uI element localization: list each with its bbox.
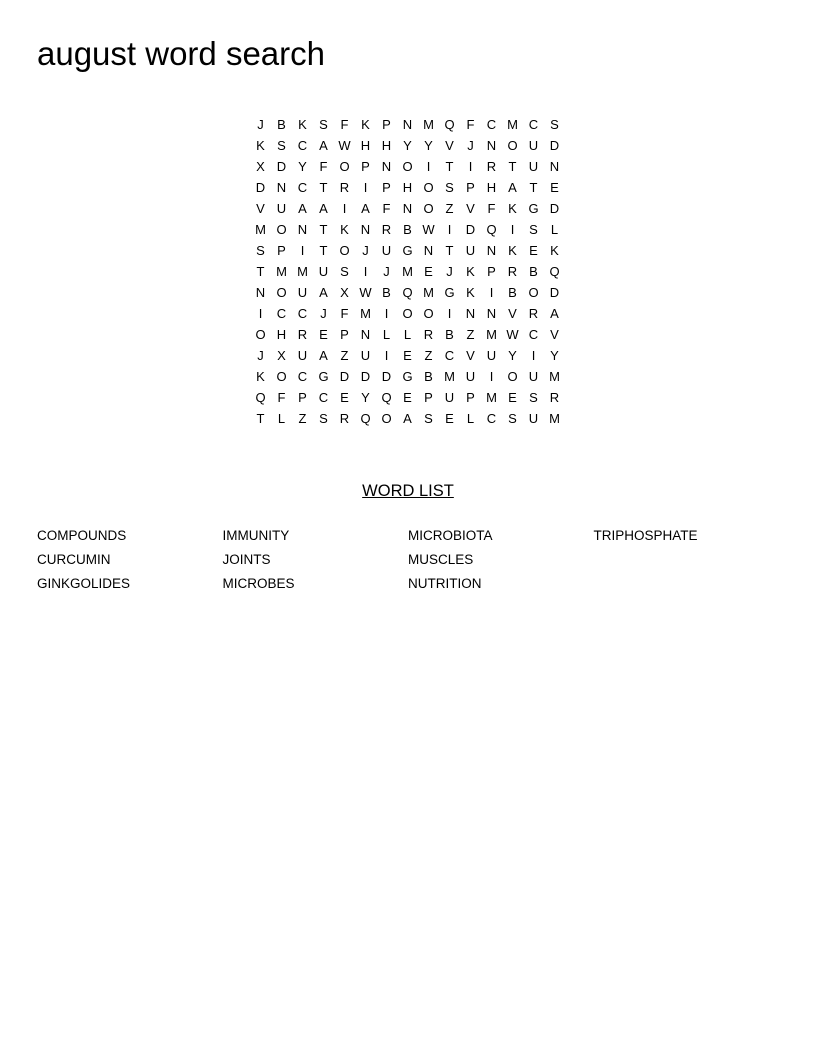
grid-letter: P — [361, 159, 370, 174]
grid-letter: Q — [402, 285, 413, 300]
grid-letter: N — [297, 222, 308, 237]
grid-letter: N — [255, 285, 266, 300]
grid-row — [250, 261, 565, 282]
word-list-item: MICROBES — [222, 576, 295, 591]
grid-letter: D — [465, 222, 476, 237]
grid-letter: Y — [361, 390, 370, 405]
grid-letter: N — [402, 117, 413, 132]
grid-letter: Q — [549, 264, 560, 279]
grid-letter: Q — [486, 222, 497, 237]
grid-letter: E — [340, 390, 349, 405]
grid-letter: G — [402, 369, 413, 384]
grid-letter: N — [381, 159, 392, 174]
grid-letter: N — [276, 180, 287, 195]
grid-letter: C — [297, 306, 308, 321]
grid-row — [250, 408, 565, 429]
grid-letter: S — [319, 411, 328, 426]
grid-letter: G — [444, 285, 455, 300]
grid-letter: U — [528, 138, 539, 153]
grid-row — [250, 114, 565, 135]
grid-letter: I — [426, 159, 431, 174]
grid-letter: I — [363, 180, 368, 195]
grid-letter: A — [508, 180, 517, 195]
grid-letter: K — [361, 117, 370, 132]
grid-letter: G — [402, 243, 413, 258]
grid-letter: S — [277, 138, 286, 153]
grid-letter: K — [550, 243, 559, 258]
grid-letter: T — [319, 180, 328, 195]
grid-letter: O — [423, 201, 434, 216]
grid-letter: O — [423, 306, 434, 321]
grid-letter: N — [402, 201, 413, 216]
grid-letter: K — [508, 201, 517, 216]
grid-letter: A — [319, 201, 328, 216]
grid-letter: R — [297, 327, 308, 342]
grid-letter: U — [465, 243, 476, 258]
grid-letter: U — [381, 243, 392, 258]
grid-letter: P — [340, 327, 349, 342]
grid-letter: U — [528, 411, 539, 426]
grid-letter: M — [486, 327, 497, 342]
grid-letter: D — [549, 201, 560, 216]
grid-letter: R — [486, 159, 497, 174]
grid-letter: C — [528, 117, 539, 132]
grid-letter: H — [360, 138, 371, 153]
grid-letter: U — [318, 264, 329, 279]
grid-letter: B — [445, 327, 454, 342]
grid-letter: M — [423, 285, 434, 300]
grid-letter: T — [445, 159, 454, 174]
grid-letter: D — [276, 159, 287, 174]
grid-letter: I — [447, 222, 452, 237]
grid-letter: T — [529, 180, 538, 195]
grid-row — [250, 324, 565, 345]
grid-letter: U — [486, 348, 497, 363]
grid-letter: T — [256, 264, 265, 279]
grid-letter: R — [507, 264, 518, 279]
grid-letter: O — [402, 159, 413, 174]
grid-letter: R — [423, 327, 434, 342]
grid-letter: W — [506, 327, 519, 342]
grid-letter: N — [360, 327, 371, 342]
grid-letter: I — [384, 306, 389, 321]
grid-row — [250, 198, 565, 219]
grid-letter: X — [340, 285, 349, 300]
grid-letter: K — [466, 264, 475, 279]
grid-letter: O — [528, 285, 539, 300]
grid-letter: M — [360, 306, 371, 321]
grid-letter: N — [486, 306, 497, 321]
grid-letter: I — [342, 201, 347, 216]
grid-letter: Q — [255, 390, 266, 405]
grid-letter: D — [549, 285, 560, 300]
grid-letter: F — [340, 117, 349, 132]
grid-letter: C — [486, 411, 497, 426]
grid-letter: U — [297, 285, 308, 300]
grid-letter: S — [529, 390, 538, 405]
grid-letter: Q — [444, 117, 455, 132]
grid-letter: U — [528, 159, 539, 174]
word-list-item: IMMUNITY — [222, 528, 290, 543]
word-list-item: JOINTS — [222, 552, 271, 567]
grid-letter: E — [529, 243, 538, 258]
grid-letter: J — [320, 306, 327, 321]
grid-letter: Y — [508, 348, 517, 363]
grid-letter: J — [362, 243, 369, 258]
grid-letter: R — [549, 390, 560, 405]
grid-letter: S — [319, 117, 328, 132]
grid-letter: S — [529, 222, 538, 237]
grid-letter: I — [489, 285, 494, 300]
grid-letter: F — [277, 390, 286, 405]
grid-letter: R — [381, 222, 392, 237]
grid-letter: I — [363, 264, 368, 279]
grid-letter: C — [297, 180, 308, 195]
grid-letter: I — [300, 243, 305, 258]
grid-letter: E — [319, 327, 328, 342]
grid-letter: Y — [298, 159, 307, 174]
grid-letter: N — [423, 243, 434, 258]
grid-letter: B — [508, 285, 517, 300]
grid-letter: B — [529, 264, 538, 279]
grid-letter: E — [403, 390, 412, 405]
grid-letter: T — [319, 222, 328, 237]
grid-letter: Q — [360, 411, 371, 426]
grid-letter: P — [487, 264, 496, 279]
grid-letter: X — [256, 159, 265, 174]
grid-letter: M — [549, 411, 560, 426]
grid-row — [250, 345, 565, 366]
word-list-item: MUSCLES — [408, 552, 474, 567]
grid-letter: O — [507, 138, 518, 153]
grid-letter: Z — [340, 348, 349, 363]
grid-letter: M — [276, 264, 287, 279]
grid-letter: C — [444, 348, 455, 363]
grid-letter: S — [340, 264, 349, 279]
word-list-item: TRIPHOSPHATE — [593, 528, 698, 543]
grid-letter: P — [424, 390, 433, 405]
word-list-item: COMPOUNDS — [37, 528, 127, 543]
grid-letter: K — [256, 138, 265, 153]
grid-letter: C — [486, 117, 497, 132]
grid-letter: O — [339, 159, 350, 174]
grid-letter: Q — [381, 390, 392, 405]
grid-letter: E — [424, 264, 433, 279]
grid-letter: E — [508, 390, 517, 405]
grid-letter: B — [277, 117, 286, 132]
grid-letter: K — [298, 117, 307, 132]
grid-row — [250, 135, 565, 156]
grid-letter: U — [276, 201, 287, 216]
word-list-heading: WORD LIST — [362, 482, 454, 500]
grid-letter: L — [382, 327, 391, 342]
word-list — [37, 524, 779, 596]
grid-letter: J — [467, 138, 474, 153]
word-list-item: GINKGOLIDES — [37, 576, 131, 591]
letter-grid — [250, 114, 565, 429]
grid-row — [250, 303, 565, 324]
grid-letter: N — [465, 306, 476, 321]
grid-letter: M — [297, 264, 308, 279]
grid-row — [250, 177, 565, 198]
grid-letter: I — [384, 348, 389, 363]
grid-letter: O — [276, 222, 287, 237]
grid-letter: K — [508, 243, 517, 258]
grid-letter: F — [466, 117, 475, 132]
grid-letter: L — [277, 411, 286, 426]
grid-letter: N — [486, 138, 497, 153]
grid-letter: A — [361, 201, 370, 216]
grid-letter: G — [528, 201, 539, 216]
grid-letter: M — [507, 117, 518, 132]
grid-letter: L — [466, 411, 475, 426]
grid-letter: Y — [550, 348, 559, 363]
grid-letter: B — [403, 222, 412, 237]
grid-letter: T — [256, 411, 265, 426]
grid-letter: P — [277, 243, 286, 258]
word-list-item: MICROBIOTA — [408, 528, 493, 543]
grid-row — [250, 282, 565, 303]
grid-letter: O — [381, 411, 392, 426]
grid-letter: D — [255, 180, 266, 195]
grid-letter: V — [466, 201, 475, 216]
grid-letter: N — [360, 222, 371, 237]
grid-letter: U — [360, 348, 371, 363]
grid-letter: T — [319, 243, 328, 258]
grid-letter: E — [403, 348, 412, 363]
grid-letter: S — [445, 180, 454, 195]
grid-letter: I — [447, 306, 452, 321]
grid-letter: D — [339, 369, 350, 384]
grid-letter: O — [423, 180, 434, 195]
grid-letter: Z — [466, 327, 475, 342]
grid-letter: L — [550, 222, 559, 237]
grid-letter: J — [257, 348, 264, 363]
grid-letter: A — [319, 138, 328, 153]
grid-letter: K — [466, 285, 475, 300]
grid-letter: Z — [445, 201, 454, 216]
grid-letter: L — [403, 327, 412, 342]
grid-letter: A — [403, 411, 412, 426]
grid-letter: P — [382, 180, 391, 195]
grid-letter: I — [489, 369, 494, 384]
grid-letter: C — [297, 369, 308, 384]
grid-row — [250, 219, 565, 240]
grid-letter: C — [318, 390, 329, 405]
grid-letter: F — [340, 306, 349, 321]
grid-letter: B — [424, 369, 433, 384]
word-list-item: NUTRITION — [408, 576, 482, 591]
page-title: august word search — [37, 35, 325, 72]
grid-letter: R — [339, 411, 350, 426]
grid-letter: O — [507, 369, 518, 384]
grid-letter: U — [528, 369, 539, 384]
grid-letter: V — [445, 138, 454, 153]
grid-letter: Y — [424, 138, 433, 153]
grid-letter: S — [424, 411, 433, 426]
grid-letter: H — [381, 138, 392, 153]
grid-letter: F — [319, 159, 328, 174]
grid-letter: A — [319, 285, 328, 300]
grid-row — [250, 387, 565, 408]
grid-letter: V — [466, 348, 475, 363]
grid-letter: S — [550, 117, 559, 132]
grid-letter: K — [340, 222, 349, 237]
grid-letter: O — [276, 369, 287, 384]
grid-letter: M — [255, 222, 266, 237]
grid-letter: Z — [298, 411, 307, 426]
grid-letter: D — [360, 369, 371, 384]
grid-letter: N — [549, 159, 560, 174]
grid-letter: W — [422, 222, 435, 237]
grid-letter: M — [423, 117, 434, 132]
grid-letter: J — [446, 264, 453, 279]
grid-letter: V — [256, 201, 265, 216]
grid-letter: P — [298, 390, 307, 405]
grid-letter: T — [508, 159, 517, 174]
grid-letter: A — [298, 201, 307, 216]
grid-letter: R — [528, 306, 539, 321]
grid-letter: O — [255, 327, 266, 342]
grid-letter: D — [381, 369, 392, 384]
grid-letter: O — [276, 285, 287, 300]
grid-letter: P — [466, 180, 475, 195]
grid-letter: N — [486, 243, 497, 258]
grid-letter: F — [487, 201, 496, 216]
grid-letter: M — [402, 264, 413, 279]
grid-letter: J — [383, 264, 390, 279]
grid-letter: U — [297, 348, 308, 363]
grid-letter: T — [445, 243, 454, 258]
grid-letter: O — [339, 243, 350, 258]
grid-letter: E — [550, 180, 559, 195]
grid-letter: A — [550, 306, 559, 321]
grid-letter: W — [359, 285, 372, 300]
grid-letter: O — [402, 306, 413, 321]
grid-letter: H — [486, 180, 497, 195]
grid-letter: U — [465, 369, 476, 384]
grid-letter: B — [382, 285, 391, 300]
grid-row — [250, 156, 565, 177]
grid-letter: M — [549, 369, 560, 384]
grid-letter: C — [276, 306, 287, 321]
grid-letter: V — [550, 327, 559, 342]
grid-letter: M — [444, 369, 455, 384]
grid-letter: I — [258, 306, 263, 321]
grid-letter: H — [402, 180, 413, 195]
grid-letter: C — [528, 327, 539, 342]
grid-letter: P — [382, 117, 391, 132]
grid-letter: K — [256, 369, 265, 384]
grid-letter: V — [508, 306, 517, 321]
grid-letter: I — [468, 159, 473, 174]
grid-row — [250, 366, 565, 387]
grid-letter: P — [466, 390, 475, 405]
grid-letter: R — [339, 180, 350, 195]
grid-letter: U — [444, 390, 455, 405]
grid-letter: E — [445, 411, 454, 426]
grid-letter: F — [382, 201, 391, 216]
grid-row — [250, 240, 565, 261]
grid-letter: W — [338, 138, 351, 153]
grid-letter: H — [276, 327, 287, 342]
grid-letter: S — [508, 411, 517, 426]
grid-letter: Y — [403, 138, 412, 153]
grid-letter: I — [531, 348, 536, 363]
grid-letter: G — [318, 369, 329, 384]
grid-letter: J — [257, 117, 264, 132]
grid-letter: A — [319, 348, 328, 363]
grid-letter: I — [510, 222, 515, 237]
grid-letter: M — [486, 390, 497, 405]
grid-letter: C — [297, 138, 308, 153]
word-list-item: CURCUMIN — [37, 552, 111, 567]
grid-letter: Z — [424, 348, 433, 363]
grid-letter: D — [549, 138, 560, 153]
grid-letter: S — [256, 243, 265, 258]
grid-letter: X — [277, 348, 286, 363]
